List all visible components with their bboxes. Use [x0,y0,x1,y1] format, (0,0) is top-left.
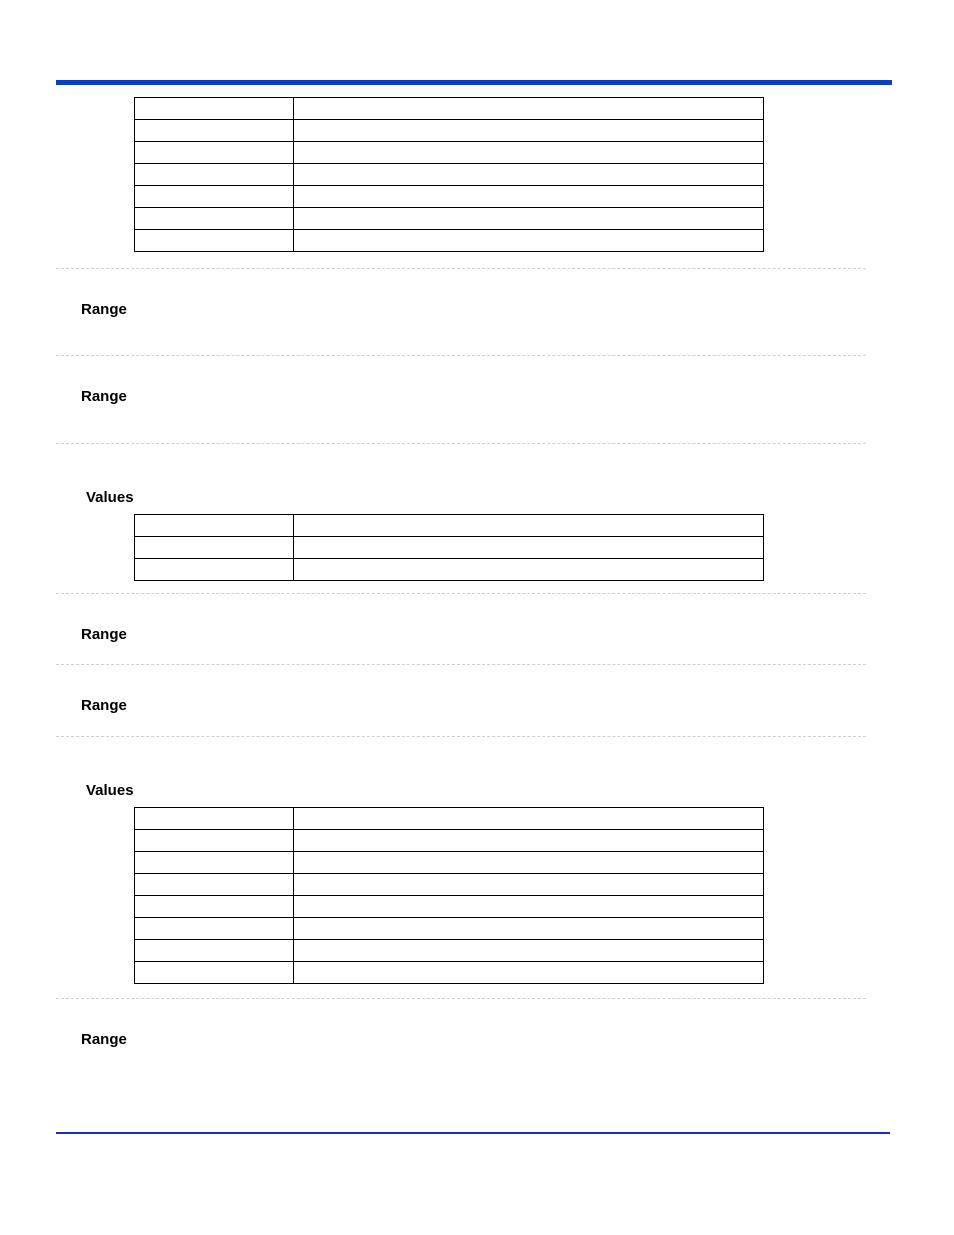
table-cell-name [135,186,294,208]
table-cell-description [294,808,764,830]
table-row [135,830,764,852]
table-cell-name [135,98,294,120]
table-row [135,142,764,164]
footer-rule [56,1132,890,1134]
table-cell-description [294,896,764,918]
table-cell-description [294,559,764,581]
table-cell-name [135,830,294,852]
table-cell-name [135,515,294,537]
header-rule [56,80,892,85]
range-label: Range [81,626,127,643]
table-row [135,164,764,186]
table-cell-description [294,186,764,208]
table-row [135,98,764,120]
table-row [135,896,764,918]
values-label: Values [86,489,134,506]
table-cell-name [135,208,294,230]
table-cell-description [294,164,764,186]
table-row [135,874,764,896]
table-cell-name [135,940,294,962]
table-cell-description [294,515,764,537]
section-divider [56,664,866,665]
table-row [135,918,764,940]
table-row [135,852,764,874]
table-cell-name [135,918,294,940]
table-row [135,962,764,984]
section-divider [56,593,866,594]
table-row [135,808,764,830]
section-divider [56,443,866,444]
section-divider [56,736,866,737]
table-1 [134,97,764,252]
table-row [135,120,764,142]
range-label: Range [81,388,127,405]
table-cell-description [294,230,764,252]
table-row [135,537,764,559]
range-label: Range [81,697,127,714]
table-row [135,208,764,230]
table-cell-name [135,874,294,896]
table-row [135,186,764,208]
range-label: Range [81,1031,127,1048]
table-cell-name [135,852,294,874]
table-cell-description [294,852,764,874]
table-cell-name [135,120,294,142]
table-cell-description [294,208,764,230]
table-row [135,515,764,537]
table-cell-name [135,808,294,830]
table-cell-name [135,896,294,918]
table-cell-description [294,874,764,896]
section-divider [56,268,866,269]
section-divider [56,355,866,356]
table-cell-description [294,120,764,142]
table-2 [134,514,764,581]
table-cell-description [294,142,764,164]
table-3 [134,807,764,984]
table-cell-name [135,164,294,186]
table-row [135,230,764,252]
table-cell-name [135,230,294,252]
table-cell-description [294,940,764,962]
table-cell-description [294,830,764,852]
table-cell-name [135,537,294,559]
table-cell-name [135,559,294,581]
table-cell-description [294,537,764,559]
values-label: Values [86,782,134,799]
table-cell-description [294,98,764,120]
table-row [135,559,764,581]
table-cell-name [135,962,294,984]
section-divider [56,998,866,999]
table-cell-name [135,142,294,164]
table-row [135,940,764,962]
table-cell-description [294,918,764,940]
table-cell-description [294,962,764,984]
range-label: Range [81,301,127,318]
